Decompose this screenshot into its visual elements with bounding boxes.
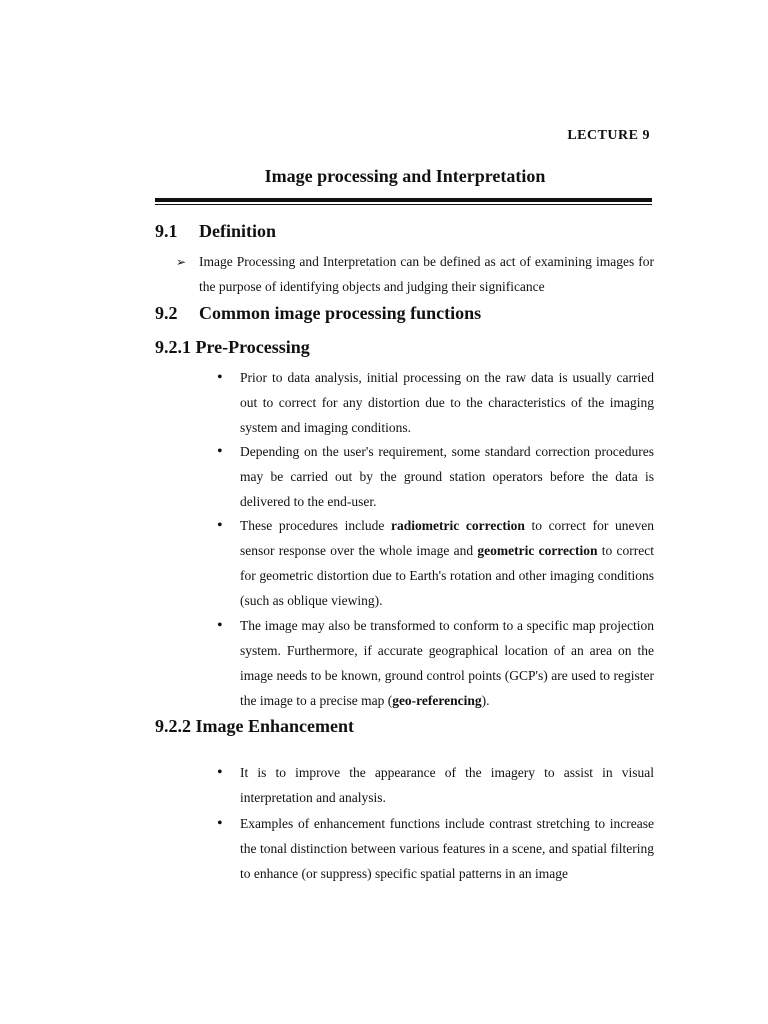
section-number: 9.1	[155, 221, 178, 241]
term-radiometric-correction: radiometric correction	[391, 518, 525, 533]
section-9-1-heading	[155, 221, 276, 242]
term-geo-referencing: geo-referencing	[392, 693, 482, 708]
title-rule-thick	[155, 198, 652, 202]
list-item: It is to improve the appearance of the imagery to assist in visual interpretation and analysis.	[240, 765, 654, 805]
lecture-label: LECTURE 9	[567, 128, 650, 143]
subsection-9-2-1-heading: 9.2.1 Pre-Processing	[155, 337, 310, 357]
list-item: Depending on the user's requirement, some standard correction procedures may be carried out by the ground station operators before the data is delivered to the end-user.	[240, 444, 654, 509]
bullet-icon: •	[217, 517, 223, 534]
section-number: 9.2	[155, 303, 178, 323]
bullet-icon: •	[217, 815, 223, 832]
arrow-bullet-icon: ➢	[176, 255, 187, 269]
section-9-2-heading	[155, 303, 481, 324]
list-item: Examples of enhancement functions include contrast stretching to increase the tonal distinction between various features in a scene, and spatial filtering to enhance (or suppress) specific spatial patterns in an image	[240, 816, 654, 881]
list-item: These procedures include radiometric correction to correct for uneven sensor response over the whole image and geometric correction to correct for geometric distortion due to Earth's rotation and other imaging conditions (such as oblique viewing).	[240, 518, 654, 608]
list-item: The image may also be transformed to conform to a specific map projection system. Furthermore, if accurate geographical location of an area on the image needs to be known, ground control points (GCP's) are used to register the image to a precise map (geo-referencing).	[240, 618, 654, 708]
page-title: Image processing and Interpretation	[264, 166, 546, 186]
list-item: Prior to data analysis, initial processing on the raw data is usually carried out to correct for any distortion due to the characteristics of the imaging system and imaging conditions.	[240, 370, 654, 435]
section-title: Common image processing functions	[199, 303, 482, 323]
bullet-icon: •	[217, 443, 223, 460]
definition-text: Image Processing and Interpretation can be defined as act of examining images for the purpose of identifying objects and judging their significance	[199, 254, 654, 294]
term-geometric-correction: geometric correction	[477, 543, 598, 558]
section-title: Definition	[199, 221, 277, 241]
title-rule-thin	[155, 204, 652, 205]
bullet-icon: •	[217, 764, 223, 781]
bullet-icon: •	[217, 369, 223, 386]
bullet-icon: •	[217, 617, 223, 634]
subsection-9-2-2-heading: 9.2.2 Image Enhancement	[155, 716, 354, 736]
